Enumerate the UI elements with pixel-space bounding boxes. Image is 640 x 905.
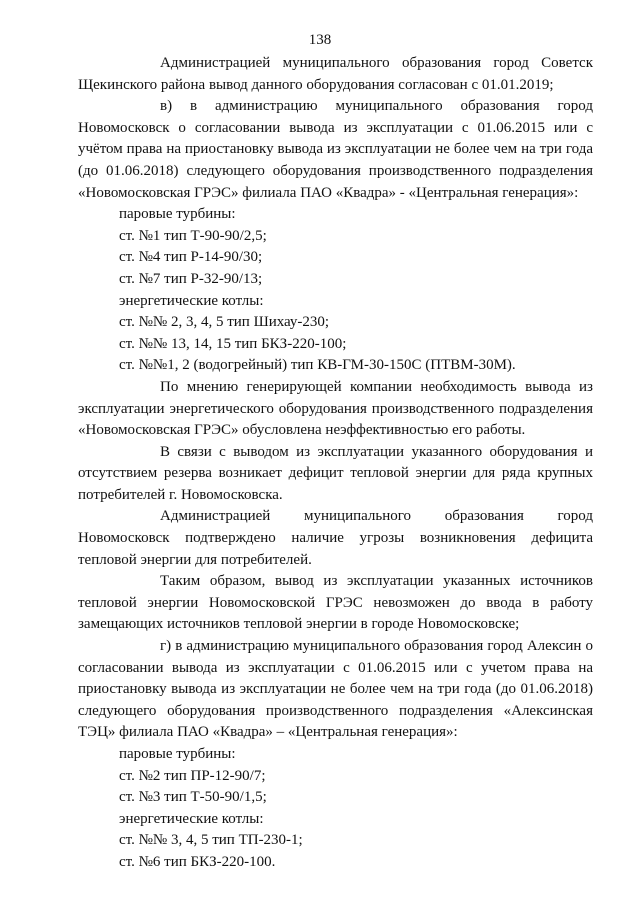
paragraph-heat-deficit: В связи с выводом из эксплуатации указанного оборудования и отсутствием резерва возникает дефицит тепловой энергии для ряда крупных потребителей г. Новомосковска.	[78, 443, 593, 503]
paragraph-company-opinion: По мнению генерирующей компании необходимость вывода из эксплуатации энергетического оборудования производственного подразделения «Новомосковская ГРЭС» обусловлена неэффективностью его работы.	[78, 378, 593, 439]
page-number: 138	[308, 32, 332, 48]
list-item: ст. №№ 2, 3, 4, 5 тип Шихау-230;	[119, 314, 330, 331]
list-item: ст. №№ 13, 14, 15 тип БКЗ-220-100;	[119, 335, 347, 352]
list-item: ст. №7 тип Р-32-90/13;	[119, 270, 263, 287]
paragraph-administration-confirmation: Администрацией муниципального образования город Новомосковск подтверждено наличие угрозы возникновения дефицита тепловой энергии для потребителей.	[78, 508, 593, 568]
list-item: паровые турбины:	[119, 206, 236, 223]
list-item: ст. №№ 3, 4, 5 тип ТП-230-1;	[119, 832, 303, 849]
list-item: ст. №4 тип Р-14-90/30;	[119, 249, 263, 266]
equipment-list-aleksin	[119, 744, 593, 874]
list-item: энергетические котлы:	[119, 292, 264, 309]
list-item: ст. №3 тип Т-50-90/1,5;	[119, 789, 267, 806]
document-body	[78, 53, 593, 874]
paragraph-sovetsk-line1: Администрацией муниципального образования город Советск	[160, 55, 593, 71]
list-item: ст. №6 тип БКЗ-220-100.	[119, 853, 276, 870]
paragraph-sovetsk-line2: Щекинского района вывод данного оборудования согласован с 01.01.2019;	[78, 76, 554, 93]
equipment-list-novomoskovsk	[119, 204, 593, 377]
paragraph-novomoskovsk-request: в) в администрацию муниципального образования город Новомосковск о согласовании вывода из эксплуатации с 01.06.2015 или с учётом права на приостановку вывода из эксплуатации не более чем на три года (до 01.06.2018) следующего оборудования производственного подразделения «Новомосковская ГРЭС» филиала ПАО «Квадра» - «Центральная генерация»:	[78, 98, 593, 201]
list-item: паровые турбины:	[119, 746, 236, 762]
list-item: ст. №№1, 2 (водогрейный) тип КВ-ГМ-30-150С (ПТВМ-30М).	[119, 357, 516, 374]
list-item: ст. №1 тип Т-90-90/2,5;	[119, 227, 267, 244]
paragraph-aleksin-request: г) в администрацию муниципального образования город Алексин о согласовании вывода из эксплуатации с 01.06.2015 или с учетом права на приостановку вывода из эксплуатации не более чем на три года (до 01.06.2018) следующего оборудования производственного подразделения «Алексинская ТЭЦ» филиала ПАО «Квадра» – «Центральная генерация»:	[78, 638, 593, 741]
paragraph-conclusion: Таким образом, вывод из эксплуатации указанных источников тепловой энергии Новомосковской ГРЭС невозможен до ввода в работу замещающих источников тепловой энергии в городе Новомосковске;	[78, 573, 593, 633]
list-item: энергетические котлы:	[119, 810, 264, 827]
list-item: ст. №2 тип ПР-12-90/7;	[119, 767, 266, 784]
